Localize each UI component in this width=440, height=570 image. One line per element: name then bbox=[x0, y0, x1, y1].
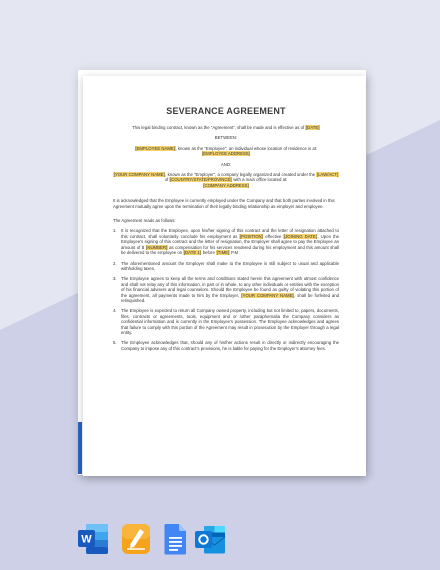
employee-address-placeholder: [EMPLOYEE ADDRESS] bbox=[202, 151, 250, 157]
number-placeholder: [NUMBER] bbox=[146, 244, 168, 250]
country-placeholder: [COUNTRY/STATE/PROVINCE] bbox=[169, 177, 232, 183]
document-page bbox=[83, 76, 366, 476]
law-placeholder: [LAW/ACT] bbox=[316, 172, 339, 178]
document-body bbox=[113, 106, 339, 356]
list-item: 3. The Employee agrees to keep all the terms and conditions stated herein this agreement with utmost confidence and shall not relay any of this information, in part or in whole, to any other individuals or entities with the exception of his financial advisers and legal counselors. Should the Employee be found as guilty of violating this portion of the agreement, all payments made to him by the Employer, [YOUR COMPANY NAME], shall be forfeited and relinquished. bbox=[113, 276, 339, 303]
word-icon[interactable] bbox=[76, 522, 110, 556]
document-title: SEVERANCE AGREEMENT bbox=[166, 106, 286, 116]
company-paragraph: [YOUR COMPANY NAME], known as the “Employer”, a company legally organized and created under the [LAW/ACT] of [COUNTRY/STATE/PROVINCE] with a main office located at: [COMPANY ADDRESS] bbox=[113, 172, 339, 188]
paper-edge-accent bbox=[78, 422, 82, 474]
intro-paragraph: This legal binding contract, known as the “Agreement”, shall be made and is effective as of [DATE] bbox=[132, 125, 320, 130]
time-placeholder: [TIME] bbox=[216, 250, 230, 256]
list-item: 1. It is recognized that the Employee, upon his/her signing of this contract and the letter of resignation attached to this contract, shall voluntarily conclude his employment as [POSITION] effective [JOINING DATE]. Upon the Employee’s signing of this contract and the letter of resignation, the Employer shall agree to pay the Employee an amount of $ [NUMBER] as compensation for his services rendered during his employment and this amount shall be delivered to the employee on [DATE 1] before [TIME] P.M bbox=[113, 228, 339, 256]
and-label: AND: bbox=[220, 161, 232, 167]
employee-paragraph: [EMPLOYEE NAME], known as the “Employee”, an individual whose location of residence is at: [EMPLOYEE ADDRESS] bbox=[135, 145, 318, 157]
company-address-placeholder: [COMPANY ADDRESS] bbox=[203, 182, 249, 188]
acknowledge-paragraph: It is acknowledged that the Employee is currently employed under the Company and that both parties involved in this Agreement mutually agree upon the termination of their legally binding relationship as employer and employee. bbox=[113, 198, 335, 209]
list-item: 4. The Employee is expected to return all Company owned property, including but not limited to, papers, documents, files, contracts or agreements, tools, equipment and or /other paraphernalia the Company considers as confidential information and is currently in the Employee’s possession. The Employee acknowledges and agrees that failure to comply with this portion of the Agreement may result in prosecution by the Employer through a legal entity. bbox=[113, 308, 339, 335]
company-name-placeholder: [YOUR COMPANY NAME] bbox=[241, 292, 294, 298]
list-item: 2. The aforementioned amount the Employer shall make to the Employee is still subject to usual and applicable withholding taxes. bbox=[113, 260, 339, 271]
google-docs-icon[interactable] bbox=[158, 522, 192, 556]
position-placeholder: [POSITION] bbox=[239, 233, 263, 239]
app-icons-row bbox=[0, 522, 440, 558]
date-placeholder: [DATE] bbox=[305, 125, 320, 130]
date1-placeholder: [DATE 1] bbox=[183, 250, 201, 256]
between-label: BETWEEN: bbox=[214, 135, 238, 141]
pages-icon[interactable] bbox=[119, 522, 153, 556]
reads-label: The Agreement reads as follows: bbox=[113, 218, 176, 224]
outlook-icon[interactable] bbox=[193, 522, 227, 556]
company-name-placeholder: [YOUR COMPANY NAME] bbox=[113, 172, 165, 178]
joining-date-placeholder: [JOINING DATE] bbox=[283, 233, 317, 239]
list-item: 5. The Employee acknowledges that, should any of his/her actions result in directly or indirectly encouraging the Company to impose any of this contract’s provisions, he is liable for paying for the Employer’s attorney fees. bbox=[113, 340, 339, 351]
employee-name-placeholder: [EMPLOYEE NAME] bbox=[135, 145, 175, 151]
svg-text:W: W bbox=[81, 533, 92, 546]
